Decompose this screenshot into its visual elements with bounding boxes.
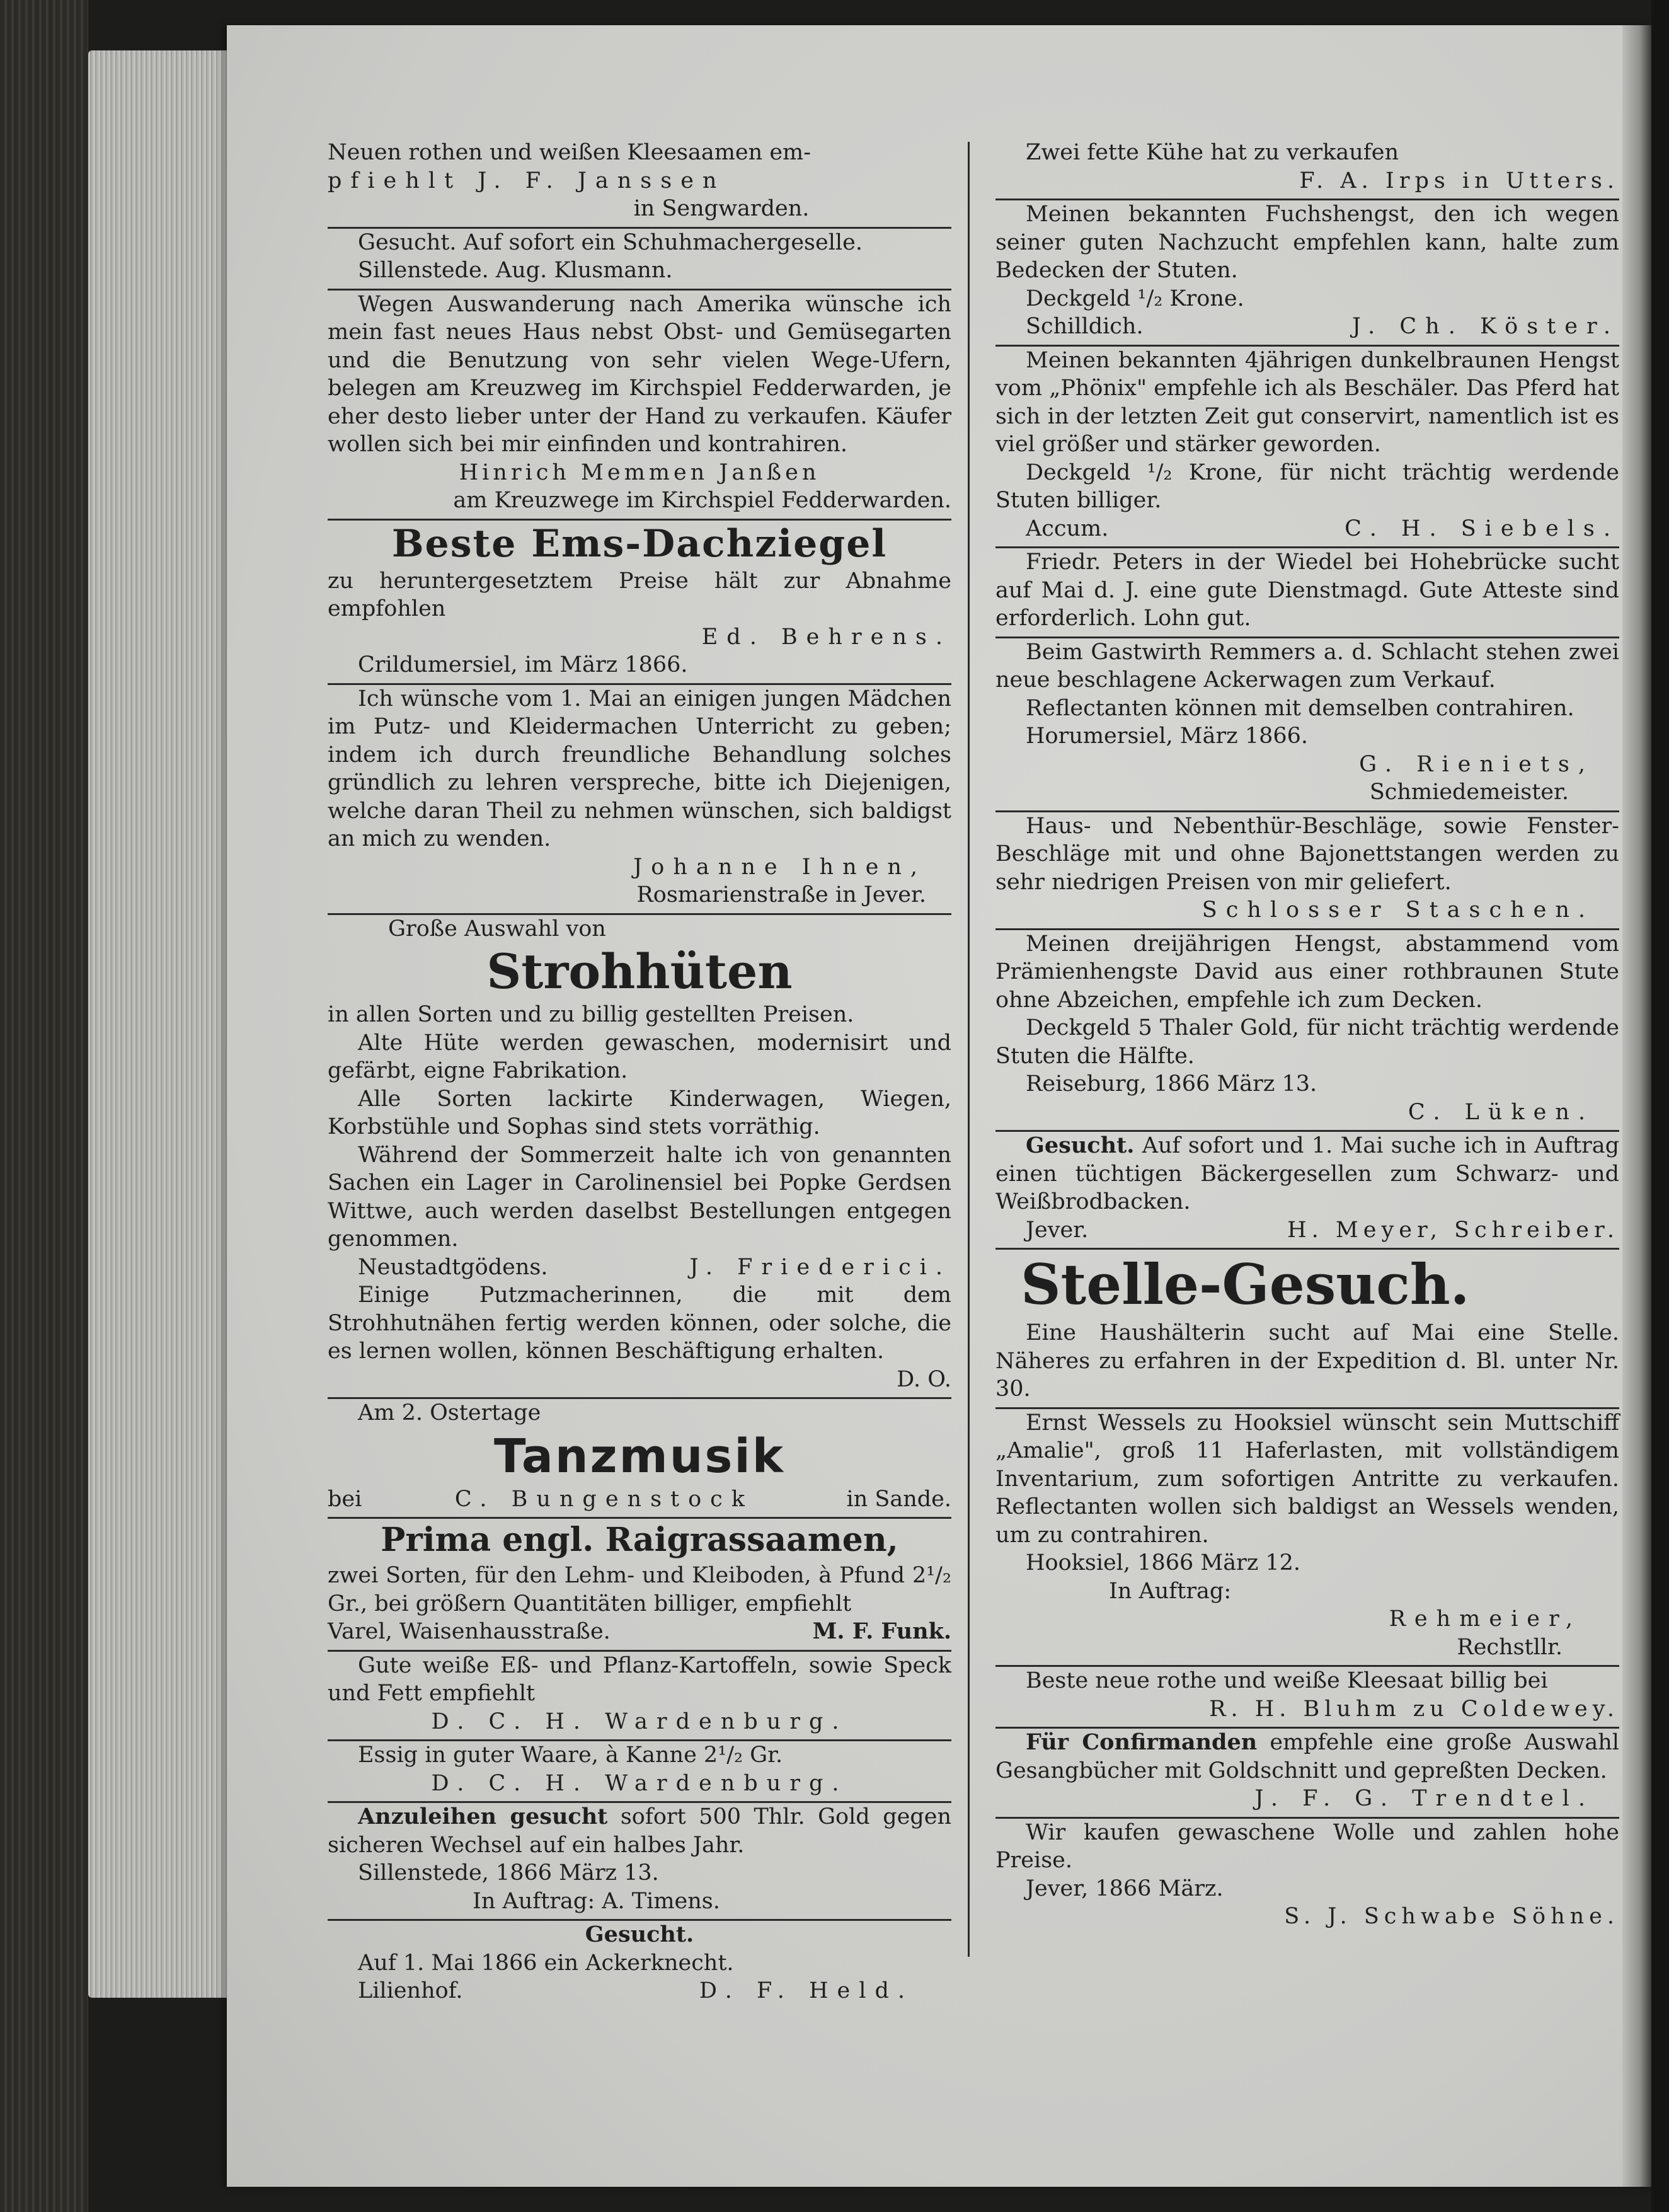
ad-signature: J. Ch. Köster. xyxy=(1351,314,1619,339)
ad-signature: Ed. Behrens. xyxy=(701,624,951,650)
ad-body: Eine Haushälterin sucht auf Mai eine Stelle. Näheres zu erfahren in der Expedition d. Bl. unter Nr. 30. xyxy=(995,1320,1619,1402)
ad-title: Beste Ems-Dachziegel xyxy=(391,521,888,566)
ad-title: Stelle-Gesuch. xyxy=(1021,1252,1470,1317)
ad-signature: F. A. Irps in Utters. xyxy=(1299,168,1619,193)
ad-head: Anzuleihen gesucht xyxy=(358,1804,608,1829)
ad-signature: C. H. Siebels. xyxy=(1345,516,1619,541)
ad-signature: C. Bungenstock xyxy=(454,1486,754,1512)
ad-line: Reflectanten können mit demselben contrahiren. xyxy=(1026,695,1574,721)
ad-fuchshengst xyxy=(995,200,1619,347)
ad-kartoffeln xyxy=(328,1652,951,1742)
ad-muttschiff xyxy=(995,1409,1619,1668)
ad-signature-sub: Rosmarienstraße in Jever. xyxy=(636,882,926,907)
ad-body: Auf 1. Mai 1866 ein Ackerknecht. xyxy=(358,1950,734,1976)
ad-ackerwagen xyxy=(995,638,1619,812)
ad-place: Reiseburg, 1866 März 13. xyxy=(1026,1071,1317,1097)
ad-strohhueten xyxy=(328,915,951,1400)
ad-signature: Rehmeier, xyxy=(1389,1606,1581,1632)
ad-confirmanden xyxy=(995,1729,1619,1819)
ad-place: Accum. xyxy=(1026,516,1109,541)
ad-place: Neustadtgödens. xyxy=(358,1254,548,1280)
ad-place: Sillenstede, 1866 März 13. xyxy=(358,1860,659,1886)
ad-body: Friedr. Peters in der Wiedel bei Hohebrücke sucht auf Mai d. J. eine gute Dienstmagd. Gute Atteste sind erforderlich. Lohn gut. xyxy=(995,550,1619,631)
ad-title: Gesucht. xyxy=(585,1921,694,1947)
ad-footer xyxy=(328,1485,951,1514)
ad-title: Prima engl. Raigrassaamen, xyxy=(381,1521,898,1559)
ad-place: Hooksiel, 1866 März 12. xyxy=(1026,1550,1301,1575)
ad-head: Gesucht. xyxy=(1026,1132,1135,1158)
ad-wolle xyxy=(995,1819,1619,1935)
ad-body: Gute weiße Eß- und Pflanz-Kartoffeln, sowie Speck und Fett empfiehlt xyxy=(328,1652,951,1706)
ad-body: Meinen bekannten Fuchshengst, den ich wegen seiner guten Nachzucht empfehlen kann, halte zum Bedecken der Stuten. xyxy=(995,202,1619,283)
ad-pre: Große Auswahl von xyxy=(388,916,606,942)
ad-beschlaege xyxy=(995,812,1619,930)
ad-dienstmagd xyxy=(995,548,1619,638)
ad-line: Deckgeld 5 Thaler Gold, für nicht trächtig werdende Stuten die Hälfte. xyxy=(995,1015,1619,1069)
ad-kleesaamen xyxy=(328,139,951,229)
ad-place: Schilldich. xyxy=(1026,314,1144,339)
ad-signature: J. F. G. Trendtel. xyxy=(1254,1786,1594,1811)
ad-body: Ich wünsche vom 1. Mai an einigen jungen Mädchen im Putz- und Kleidermachen Unterricht zu geben; indem ich durch freundliche Behandlung solches gründlich zu lehren verspreche, bitte ich Diejenigen, welche daran Theil zu nehmen wünschen, sich baldigst an mich zu wenden. xyxy=(328,686,951,851)
right-column xyxy=(995,139,1619,1935)
ad-place: Varel, Waisenhausstraße. xyxy=(328,1619,611,1644)
ad-paragraph: Einige Putzmacherinnen, die mit dem Strohhutnähen fertig werden können, oder solche, die es lernen wollen, können Beschäftigung erhalten. xyxy=(328,1282,951,1364)
ad-body: zu heruntergesetztem Preise hält zur Abnahme empfohlen xyxy=(328,568,951,621)
ad-place: Lilienhof. xyxy=(358,1978,463,2003)
ad-dachziegel xyxy=(328,521,951,685)
ad-body: Zwei fette Kühe hat zu verkaufen xyxy=(1026,140,1399,165)
ad-auswanderung xyxy=(328,291,951,521)
ad-signature: R. H. Bluhm zu Coldewey. xyxy=(1209,1696,1619,1722)
ad-signature: D. O. xyxy=(897,1366,951,1392)
ad-footer xyxy=(995,1216,1619,1245)
ad-footer xyxy=(328,1977,951,2005)
ad-signature: C. Lüken. xyxy=(1408,1099,1594,1125)
ad-head: Für Confirmanden xyxy=(1026,1729,1258,1755)
left-column xyxy=(328,139,951,2009)
ad-title: Strohhüten xyxy=(486,943,793,999)
ad-place: Jever, 1866 März. xyxy=(1026,1875,1224,1901)
ad-baeckergeselle xyxy=(995,1132,1619,1250)
ad-signature: Hinrich Memmen Janßen xyxy=(459,459,820,485)
book-gutter xyxy=(1622,25,1651,2187)
ad-pre: Am 2. Ostertage xyxy=(358,1400,541,1426)
ad-anzuleihen xyxy=(328,1803,951,1921)
ad-body xyxy=(995,1132,1619,1216)
ad-signature: G. Rieniets, xyxy=(1359,751,1594,777)
ad-signature: Johanne Ihnen, xyxy=(633,854,926,880)
ad-putzmachen xyxy=(328,685,951,915)
ad-body: Meinen bekannten 4jährigen dunkelbraunen Hengst vom „Phönix" empfehle ich als Beschäler. Das Pferd hat sich in der letzten Zeit gut conservirt, namentlich ist es viel größer und stärker geworden. xyxy=(995,347,1619,457)
ad-auftrag: In Auftrag: xyxy=(1109,1578,1232,1604)
ad-place: Horumersiel, März 1866. xyxy=(1026,723,1309,749)
ad-line: Sillenstede. Aug. Klusmann. xyxy=(358,258,673,283)
ad-signature: J. Friederici. xyxy=(689,1254,951,1280)
ad-line: Neuen rothen und weißen Kleesaamen em- xyxy=(328,140,812,165)
ad-signature-sub: am Kreuzwege im Kirchspiel Fedderwarden. xyxy=(453,488,951,513)
ad-signature: M. F. Funk. xyxy=(812,1618,951,1644)
ad-signature: In Auftrag: A. Timens. xyxy=(473,1888,720,1914)
ad-phoenix-hengst xyxy=(995,347,1619,549)
ad-signature: D. C. H. Wardenburg. xyxy=(431,1708,848,1734)
ad-paragraph: Alte Hüte werden gewaschen, modernisirt und gefärbt, eigne Fabrikation. xyxy=(328,1030,951,1083)
ad-signature: H. Meyer, Schreiber. xyxy=(1287,1217,1619,1243)
ad-line: Gesucht. Auf sofort ein Schuhmachergeselle. xyxy=(358,229,863,255)
ad-footer xyxy=(328,1618,951,1646)
ad-line: in allen Sorten und zu billig gestellten Preisen. xyxy=(328,1002,854,1027)
ad-body: Wegen Auswanderung nach Amerika wünsche ich mein fast neues Haus nebst Obst- und Gemüsegarten und die Benutzung von sehr vielen Wege-Ufern, belegen am Kreuzweg im Kirchspiel Fedderwarden, je eher desto lieber unter der Hand zu verkaufen. Käufer wollen sich bei mir einfinden und kontrahiren. xyxy=(328,291,951,457)
ad-ackerknecht xyxy=(328,1921,951,2009)
ad-kuehe xyxy=(995,139,1619,200)
column-rule xyxy=(968,142,970,1957)
ad-signature-sub: Rechstllr. xyxy=(1457,1634,1563,1660)
ad-line: pfiehlt J. F. Janssen xyxy=(328,168,726,193)
ad-signature: D. C. H. Wardenburg. xyxy=(431,1770,848,1796)
ad-body: Wir kaufen gewaschene Wolle und zahlen hohe Preise. xyxy=(995,1819,1619,1873)
ad-footer xyxy=(995,313,1619,341)
ad-place: Jever. xyxy=(1026,1217,1089,1243)
ad-body xyxy=(328,1803,951,1859)
ad-place: Crildumersiel, im März 1866. xyxy=(358,652,688,677)
ad-body: Beim Gastwirth Remmers a. d. Schlacht stehen zwei neue beschlagene Ackerwagen zum Verkauf. xyxy=(995,639,1619,693)
ad-paragraph: Während der Sommerzeit halte ich von genannten Sachen ein Lager in Carolinensiel bei Popke Gerdsen Wittwe, auch werden daselbst Bestellungen entgegen genommen. xyxy=(328,1142,951,1252)
ad-body-text: Auf sofort und 1. Mai suche ich in Auftrag einen tüchtigen Bäckergesellen zum Schwarz- und Weißbrodbacken. xyxy=(995,1133,1619,1214)
ad-footer xyxy=(328,1253,951,1282)
ad-paragraph: Alle Sorten lackirte Kinderwagen, Wiegen, Korbstühle und Sophas sind stets vorräthig. xyxy=(328,1086,951,1139)
ad-body: Essig in guter Waare, à Kanne 2¹/₂ Gr. xyxy=(358,1743,783,1768)
ad-tanzmusik xyxy=(328,1399,951,1519)
ad-line: in Sengwarden. xyxy=(633,196,810,221)
ad-signature: S. J. Schwabe Söhne. xyxy=(1284,1904,1619,1929)
ad-signature: D. F. Held. xyxy=(699,1978,914,2003)
ad-place: in Sande. xyxy=(846,1486,951,1512)
ad-body: Ernst Wessels zu Hooksiel wünscht sein Muttschiff „Amalie", groß 11 Haferlasten, mit vollständigem Inventarium, zum sofortigen Antritte zu verkaufen. Reflectanten wollen sich baldigst an Wessels wenden, um zu contrahiren. xyxy=(995,1410,1619,1548)
ad-body: Meinen dreijährigen Hengst, abstammend vom Prämienhengste David aus einer rothbraunen Stute ohne Abzeichen, empfehle ich zum Decken. xyxy=(995,931,1619,1013)
ad-dreijaehriger-hengst xyxy=(995,930,1619,1132)
ad-body-text: sofort 500 Thlr. Gold gegen sicheren Wechsel auf ein halbes Jahr. xyxy=(328,1804,951,1858)
ad-body xyxy=(995,1729,1619,1785)
book-edge-left xyxy=(0,0,88,2212)
ad-raigrassaamen xyxy=(328,1519,951,1652)
ad-footer xyxy=(995,515,1619,543)
book-edge-right xyxy=(1651,0,1669,2212)
ad-body: Haus- und Nebenthür-Beschläge, sowie Fenster-Beschläge mit und ohne Bajonettstangen werden zu sehr niedrigen Preisen von mir geliefert. xyxy=(995,813,1619,895)
ad-title: Tanzmusik xyxy=(493,1429,786,1483)
ad-body-text: empfehle eine große Auswahl Gesangbücher mit Goldschnitt und gepreßten Decken. xyxy=(995,1730,1619,1783)
ad-schuhmacher xyxy=(328,229,951,291)
ad-signature-sub: Schmiedemeister. xyxy=(1369,780,1569,805)
page-stack xyxy=(88,50,233,1998)
ad-body: zwei Sorten, für den Lehm- und Kleiboden, à Pfund 2¹/₂ Gr., bei größern Quantitäten billiger, empfiehlt xyxy=(328,1563,951,1616)
ad-kleesaat xyxy=(995,1667,1619,1729)
ad-essig xyxy=(328,1741,951,1803)
ad-bei: bei xyxy=(328,1486,362,1512)
ad-stelle-gesuch xyxy=(995,1250,1619,1409)
ad-line: Deckgeld ¹/₂ Krone. xyxy=(1026,285,1244,311)
ad-signature: Schlosser Staschen. xyxy=(1202,897,1594,923)
ad-line: Deckgeld ¹/₂ Krone, für nicht trächtig werdende Stuten billiger. xyxy=(995,459,1619,513)
ad-body: Beste neue rothe und weiße Kleesaat billig bei xyxy=(1026,1668,1548,1693)
